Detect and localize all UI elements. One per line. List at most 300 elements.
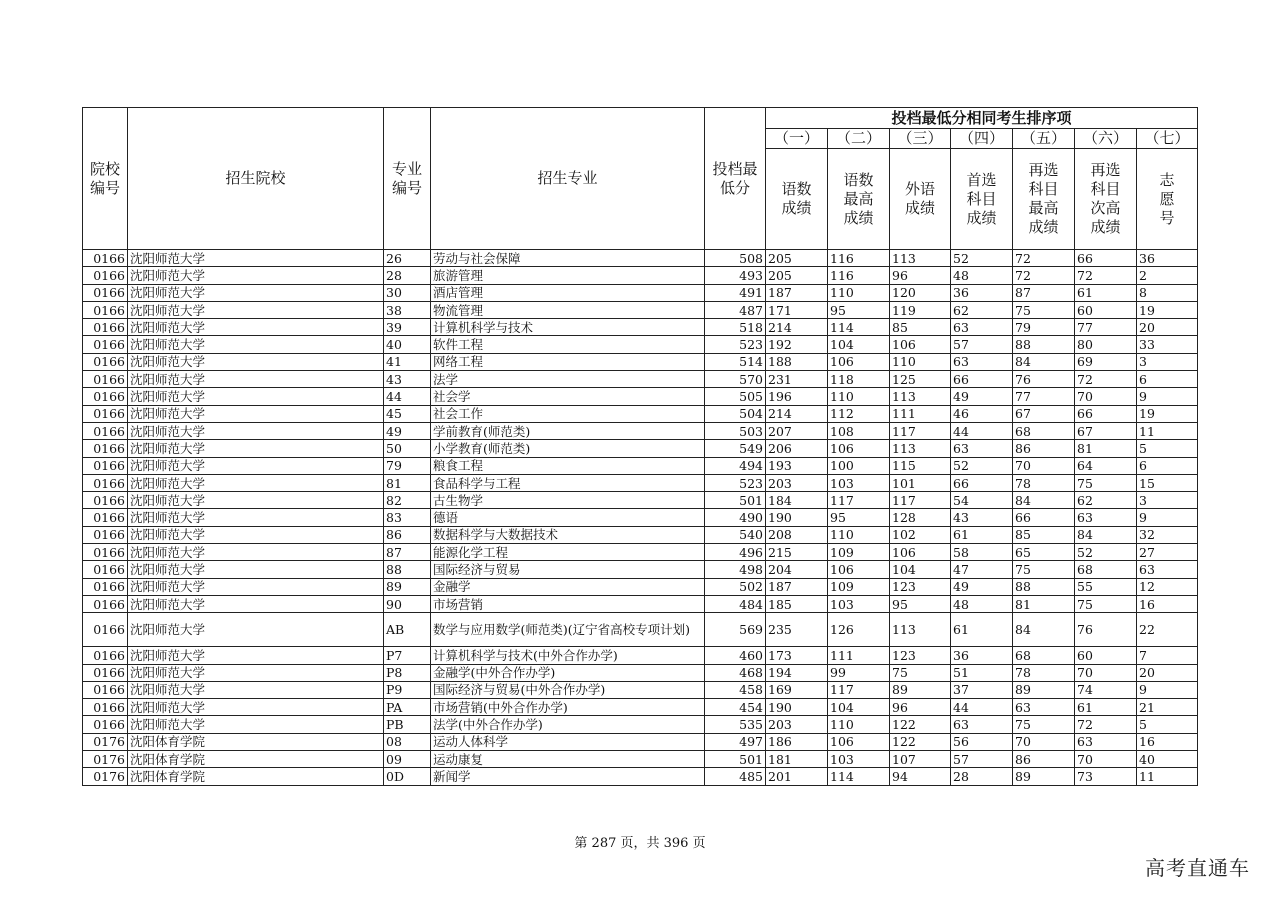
cell-score-2: 106 (828, 561, 890, 578)
cell-score-3: 94 (890, 768, 951, 785)
table-row (83, 422, 1198, 439)
cell-score-1: 193 (766, 457, 828, 474)
cell-school-code: 0166 (83, 561, 128, 578)
cell-major-code: P9 (384, 681, 431, 698)
table-row (83, 716, 1198, 733)
cell-score-6: 60 (1075, 647, 1137, 664)
cell-score-3: 104 (890, 561, 951, 578)
cell-score-4: 44 (951, 422, 1013, 439)
cell-school-code: 0166 (83, 388, 128, 405)
cell-min-score: 501 (705, 751, 766, 768)
table-row (83, 578, 1198, 595)
cell-school-code: 0176 (83, 768, 128, 785)
cell-school-name: 沈阳体育学院 (128, 751, 384, 768)
cell-school-name: 沈阳师范大学 (128, 388, 384, 405)
table-row (83, 284, 1198, 301)
cell-score-3: 75 (890, 664, 951, 681)
cell-score-3: 89 (890, 681, 951, 698)
cell-score-6: 61 (1075, 699, 1137, 716)
cell-score-4: 37 (951, 681, 1013, 698)
cell-score-4: 63 (951, 319, 1013, 336)
cell-min-score: 484 (705, 595, 766, 612)
cell-score-5: 86 (1013, 440, 1075, 457)
cell-school-code: 0166 (83, 440, 128, 457)
cell-major-code: 79 (384, 457, 431, 474)
cell-score-1: 190 (766, 699, 828, 716)
cell-major-code: 89 (384, 578, 431, 595)
cell-school-name: 沈阳体育学院 (128, 768, 384, 785)
cell-score-4: 49 (951, 388, 1013, 405)
cell-major-code: 44 (384, 388, 431, 405)
cell-school-code: 0166 (83, 319, 128, 336)
cell-score-6: 70 (1075, 664, 1137, 681)
cell-score-1: 203 (766, 716, 828, 733)
cell-score-3: 85 (890, 319, 951, 336)
cell-score-7: 8 (1137, 284, 1198, 301)
cell-major-name: 社会工作 (431, 405, 705, 422)
table-row (83, 440, 1198, 457)
table-row (83, 267, 1198, 284)
cell-score-1: 188 (766, 353, 828, 370)
cell-score-4: 52 (951, 457, 1013, 474)
cell-score-1: 201 (766, 768, 828, 785)
cell-major-code: 41 (384, 353, 431, 370)
cell-min-score: 494 (705, 457, 766, 474)
cell-school-code: 0166 (83, 457, 128, 474)
cell-major-code: P7 (384, 647, 431, 664)
header-sub-label: 外语成绩 (890, 149, 951, 250)
cell-major-code: 09 (384, 751, 431, 768)
cell-school-code: 0166 (83, 681, 128, 698)
cell-school-code: 0166 (83, 647, 128, 664)
cell-major-code: 50 (384, 440, 431, 457)
cell-score-2: 114 (828, 768, 890, 785)
cell-score-1: 186 (766, 733, 828, 750)
cell-min-score: 497 (705, 733, 766, 750)
cell-score-4: 51 (951, 664, 1013, 681)
cell-score-4: 48 (951, 595, 1013, 612)
cell-score-7: 16 (1137, 733, 1198, 750)
cell-major-name: 运动康复 (431, 751, 705, 768)
cell-school-name: 沈阳师范大学 (128, 716, 384, 733)
cell-major-name: 新闻学 (431, 768, 705, 785)
cell-score-6: 63 (1075, 509, 1137, 526)
cell-score-1: 187 (766, 284, 828, 301)
cell-score-7: 27 (1137, 544, 1198, 561)
cell-major-code: 28 (384, 267, 431, 284)
table-row (83, 457, 1198, 474)
cell-score-3: 115 (890, 457, 951, 474)
cell-score-2: 106 (828, 440, 890, 457)
cell-school-code: 0166 (83, 301, 128, 318)
cell-score-3: 117 (890, 492, 951, 509)
cell-score-4: 36 (951, 647, 1013, 664)
header-sub-num: （三） (890, 129, 951, 149)
cell-score-4: 52 (951, 250, 1013, 267)
cell-score-7: 7 (1137, 647, 1198, 664)
cell-score-2: 99 (828, 664, 890, 681)
table-row (83, 664, 1198, 681)
cell-school-name: 沈阳师范大学 (128, 526, 384, 543)
cell-score-1: 204 (766, 561, 828, 578)
cell-score-1: 207 (766, 422, 828, 439)
table-row (83, 319, 1198, 336)
cell-school-code: 0166 (83, 544, 128, 561)
page-footer: 第 287 页，共 396 页 (574, 836, 706, 851)
cell-score-6: 66 (1075, 250, 1137, 267)
cell-score-2: 104 (828, 336, 890, 353)
cell-score-7: 11 (1137, 768, 1198, 785)
cell-min-score: 502 (705, 578, 766, 595)
table-row (83, 561, 1198, 578)
cell-min-score: 487 (705, 301, 766, 318)
cell-score-6: 73 (1075, 768, 1137, 785)
cell-score-3: 122 (890, 733, 951, 750)
cell-school-code: 0166 (83, 699, 128, 716)
cell-score-5: 70 (1013, 457, 1075, 474)
cell-major-name: 粮食工程 (431, 457, 705, 474)
table-row (83, 353, 1198, 370)
cell-score-2: 112 (828, 405, 890, 422)
cell-major-code: PA (384, 699, 431, 716)
cell-score-3: 123 (890, 647, 951, 664)
cell-score-2: 110 (828, 526, 890, 543)
cell-score-5: 84 (1013, 613, 1075, 647)
cell-school-code: 0176 (83, 751, 128, 768)
cell-score-2: 111 (828, 647, 890, 664)
cell-score-5: 84 (1013, 353, 1075, 370)
cell-score-5: 78 (1013, 474, 1075, 491)
cell-score-7: 9 (1137, 681, 1198, 698)
header-sub-num: （二） (828, 129, 890, 149)
table-row (83, 768, 1198, 785)
cell-score-4: 58 (951, 544, 1013, 561)
cell-score-3: 111 (890, 405, 951, 422)
header-school-code: 院校编号 (83, 108, 128, 250)
cell-score-3: 120 (890, 284, 951, 301)
cell-major-code: 39 (384, 319, 431, 336)
cell-school-name: 沈阳师范大学 (128, 250, 384, 267)
header-sub-num: （四） (951, 129, 1013, 149)
cell-score-1: 184 (766, 492, 828, 509)
table-row (83, 474, 1198, 491)
cell-school-code: 0166 (83, 353, 128, 370)
cell-score-1: 215 (766, 544, 828, 561)
cell-score-5: 67 (1013, 405, 1075, 422)
cell-score-7: 19 (1137, 301, 1198, 318)
cell-school-code: 0166 (83, 492, 128, 509)
cell-score-6: 74 (1075, 681, 1137, 698)
cell-score-7: 9 (1137, 509, 1198, 526)
cell-score-2: 95 (828, 301, 890, 318)
cell-score-3: 96 (890, 699, 951, 716)
cell-school-name: 沈阳师范大学 (128, 353, 384, 370)
cell-school-name: 沈阳师范大学 (128, 422, 384, 439)
cell-major-code: PB (384, 716, 431, 733)
cell-major-name: 数学与应用数学(师范类)(辽宁省高校专项计划) (431, 613, 705, 647)
table-row (83, 544, 1198, 561)
cell-major-name: 国际经济与贸易 (431, 561, 705, 578)
cell-score-7: 22 (1137, 613, 1198, 647)
cell-score-4: 47 (951, 561, 1013, 578)
cell-score-4: 57 (951, 751, 1013, 768)
cell-min-score: 460 (705, 647, 766, 664)
cell-school-name: 沈阳师范大学 (128, 371, 384, 388)
cell-school-code: 0166 (83, 267, 128, 284)
cell-score-1: 194 (766, 664, 828, 681)
cell-score-3: 128 (890, 509, 951, 526)
cell-score-5: 70 (1013, 733, 1075, 750)
cell-score-7: 21 (1137, 699, 1198, 716)
cell-score-6: 52 (1075, 544, 1137, 561)
cell-min-score: 518 (705, 319, 766, 336)
cell-score-5: 76 (1013, 371, 1075, 388)
cell-major-code: 40 (384, 336, 431, 353)
table-row (83, 388, 1198, 405)
cell-school-name: 沈阳师范大学 (128, 267, 384, 284)
cell-score-6: 75 (1075, 474, 1137, 491)
cell-score-6: 77 (1075, 319, 1137, 336)
cell-score-3: 119 (890, 301, 951, 318)
cell-score-2: 118 (828, 371, 890, 388)
cell-score-6: 72 (1075, 716, 1137, 733)
cell-score-3: 101 (890, 474, 951, 491)
header-sub-label: 首选科目成绩 (951, 149, 1013, 250)
cell-min-score: 514 (705, 353, 766, 370)
cell-school-name: 沈阳师范大学 (128, 613, 384, 647)
cell-major-code: 86 (384, 526, 431, 543)
cell-score-6: 70 (1075, 751, 1137, 768)
cell-score-1: 214 (766, 319, 828, 336)
cell-major-name: 劳动与社会保障 (431, 250, 705, 267)
table-row (83, 301, 1198, 318)
cell-min-score: 570 (705, 371, 766, 388)
cell-score-7: 32 (1137, 526, 1198, 543)
cell-score-3: 95 (890, 595, 951, 612)
cell-score-6: 80 (1075, 336, 1137, 353)
cell-school-code: 0166 (83, 422, 128, 439)
cell-school-code: 0166 (83, 509, 128, 526)
cell-score-5: 88 (1013, 578, 1075, 595)
cell-major-name: 法学 (431, 371, 705, 388)
cell-major-code: P8 (384, 664, 431, 681)
cell-score-4: 36 (951, 284, 1013, 301)
cell-school-name: 沈阳师范大学 (128, 544, 384, 561)
cell-major-name: 小学教育(师范类) (431, 440, 705, 457)
cell-score-3: 106 (890, 544, 951, 561)
header-sub-label: 语数最高成绩 (828, 149, 890, 250)
cell-min-score: 569 (705, 613, 766, 647)
cell-min-score: 549 (705, 440, 766, 457)
cell-major-code: 82 (384, 492, 431, 509)
cell-major-code: 90 (384, 595, 431, 612)
cell-score-4: 62 (951, 301, 1013, 318)
cell-score-7: 20 (1137, 319, 1198, 336)
cell-school-name: 沈阳体育学院 (128, 733, 384, 750)
cell-score-1: 190 (766, 509, 828, 526)
cell-score-5: 84 (1013, 492, 1075, 509)
table-row (83, 492, 1198, 509)
cell-score-7: 33 (1137, 336, 1198, 353)
cell-score-7: 3 (1137, 353, 1198, 370)
cell-score-5: 75 (1013, 716, 1075, 733)
cell-score-1: 206 (766, 440, 828, 457)
cell-score-5: 68 (1013, 422, 1075, 439)
cell-score-2: 108 (828, 422, 890, 439)
cell-school-code: 0166 (83, 578, 128, 595)
cell-score-2: 117 (828, 492, 890, 509)
table-row (83, 681, 1198, 698)
cell-score-7: 19 (1137, 405, 1198, 422)
cell-score-4: 63 (951, 716, 1013, 733)
header-tiebreak-group: 投档最低分相同考生排序项 (766, 108, 1198, 129)
table-row (83, 595, 1198, 612)
table-row (83, 733, 1198, 750)
cell-min-score: 493 (705, 267, 766, 284)
header-sub-label: 志愿号 (1137, 149, 1198, 250)
cell-min-score: 498 (705, 561, 766, 578)
cell-major-code: 08 (384, 733, 431, 750)
cell-major-name: 金融学 (431, 578, 705, 595)
cell-score-6: 76 (1075, 613, 1137, 647)
cell-school-name: 沈阳师范大学 (128, 578, 384, 595)
cell-min-score: 535 (705, 716, 766, 733)
cell-score-1: 208 (766, 526, 828, 543)
cell-score-7: 5 (1137, 440, 1198, 457)
cell-score-6: 64 (1075, 457, 1137, 474)
cell-score-5: 63 (1013, 699, 1075, 716)
cell-score-1: 171 (766, 301, 828, 318)
cell-score-5: 89 (1013, 681, 1075, 698)
cell-score-5: 68 (1013, 647, 1075, 664)
cell-score-5: 89 (1013, 768, 1075, 785)
cell-score-3: 113 (890, 613, 951, 647)
cell-score-6: 72 (1075, 371, 1137, 388)
cell-score-3: 113 (890, 388, 951, 405)
table-row (83, 405, 1198, 422)
header-sub-num: （五） (1013, 129, 1075, 149)
cell-score-2: 100 (828, 457, 890, 474)
table-row (83, 647, 1198, 664)
cell-score-7: 12 (1137, 578, 1198, 595)
cell-school-name: 沈阳师范大学 (128, 301, 384, 318)
cell-score-1: 214 (766, 405, 828, 422)
cell-min-score: 503 (705, 422, 766, 439)
header-major-code: 专业编号 (384, 108, 431, 250)
cell-major-name: 食品科学与工程 (431, 474, 705, 491)
cell-school-name: 沈阳师范大学 (128, 647, 384, 664)
cell-score-4: 61 (951, 526, 1013, 543)
cell-min-score: 491 (705, 284, 766, 301)
cell-score-5: 79 (1013, 319, 1075, 336)
cell-major-name: 社会学 (431, 388, 705, 405)
cell-score-2: 104 (828, 699, 890, 716)
cell-major-name: 古生物学 (431, 492, 705, 509)
cell-school-name: 沈阳师范大学 (128, 284, 384, 301)
cell-score-1: 185 (766, 595, 828, 612)
cell-major-name: 计算机科学与技术 (431, 319, 705, 336)
cell-score-1: 196 (766, 388, 828, 405)
cell-major-name: 软件工程 (431, 336, 705, 353)
cell-score-4: 48 (951, 267, 1013, 284)
cell-min-score: 508 (705, 250, 766, 267)
cell-min-score: 523 (705, 336, 766, 353)
cell-major-name: 能源化学工程 (431, 544, 705, 561)
cell-score-7: 2 (1137, 267, 1198, 284)
cell-school-code: 0166 (83, 716, 128, 733)
cell-major-name: 德语 (431, 509, 705, 526)
watermark-logo-text: 高考直通车 (1145, 856, 1250, 880)
cell-school-name: 沈阳师范大学 (128, 509, 384, 526)
cell-min-score: 468 (705, 664, 766, 681)
cell-major-code: 38 (384, 301, 431, 318)
cell-score-3: 117 (890, 422, 951, 439)
cell-score-2: 103 (828, 751, 890, 768)
table-row (83, 751, 1198, 768)
cell-score-5: 75 (1013, 561, 1075, 578)
cell-score-2: 117 (828, 681, 890, 698)
cell-score-7: 6 (1137, 457, 1198, 474)
cell-score-5: 72 (1013, 250, 1075, 267)
cell-school-name: 沈阳师范大学 (128, 699, 384, 716)
cell-score-5: 86 (1013, 751, 1075, 768)
cell-score-6: 62 (1075, 492, 1137, 509)
cell-school-name: 沈阳师范大学 (128, 681, 384, 698)
cell-score-2: 106 (828, 733, 890, 750)
cell-major-code: 30 (384, 284, 431, 301)
cell-major-code: 88 (384, 561, 431, 578)
header-sub-label: 语数成绩 (766, 149, 828, 250)
table-row (83, 613, 1198, 647)
cell-score-7: 36 (1137, 250, 1198, 267)
cell-score-2: 106 (828, 353, 890, 370)
cell-score-3: 102 (890, 526, 951, 543)
cell-score-6: 55 (1075, 578, 1137, 595)
cell-score-7: 9 (1137, 388, 1198, 405)
cell-school-name: 沈阳师范大学 (128, 474, 384, 491)
cell-score-5: 65 (1013, 544, 1075, 561)
cell-major-code: 49 (384, 422, 431, 439)
cell-score-6: 68 (1075, 561, 1137, 578)
header-min-score: 投档最低分 (705, 108, 766, 250)
cell-min-score: 501 (705, 492, 766, 509)
cell-school-name: 沈阳师范大学 (128, 336, 384, 353)
cell-score-6: 66 (1075, 405, 1137, 422)
header-sub-num: （七） (1137, 129, 1198, 149)
cell-score-4: 49 (951, 578, 1013, 595)
cell-score-6: 84 (1075, 526, 1137, 543)
cell-major-name: 物流管理 (431, 301, 705, 318)
cell-min-score: 523 (705, 474, 766, 491)
cell-min-score: 485 (705, 768, 766, 785)
cell-major-name: 数据科学与大数据技术 (431, 526, 705, 543)
cell-major-name: 市场营销(中外合作办学) (431, 699, 705, 716)
cell-school-code: 0176 (83, 733, 128, 750)
cell-score-5: 81 (1013, 595, 1075, 612)
cell-school-name: 沈阳师范大学 (128, 561, 384, 578)
cell-score-4: 63 (951, 353, 1013, 370)
cell-score-5: 78 (1013, 664, 1075, 681)
cell-school-name: 沈阳师范大学 (128, 440, 384, 457)
table-row (83, 250, 1198, 267)
cell-score-4: 57 (951, 336, 1013, 353)
cell-major-name: 网络工程 (431, 353, 705, 370)
cell-major-name: 法学(中外合作办学) (431, 716, 705, 733)
cell-score-4: 43 (951, 509, 1013, 526)
cell-major-name: 旅游管理 (431, 267, 705, 284)
table-row (83, 336, 1198, 353)
cell-score-4: 44 (951, 699, 1013, 716)
